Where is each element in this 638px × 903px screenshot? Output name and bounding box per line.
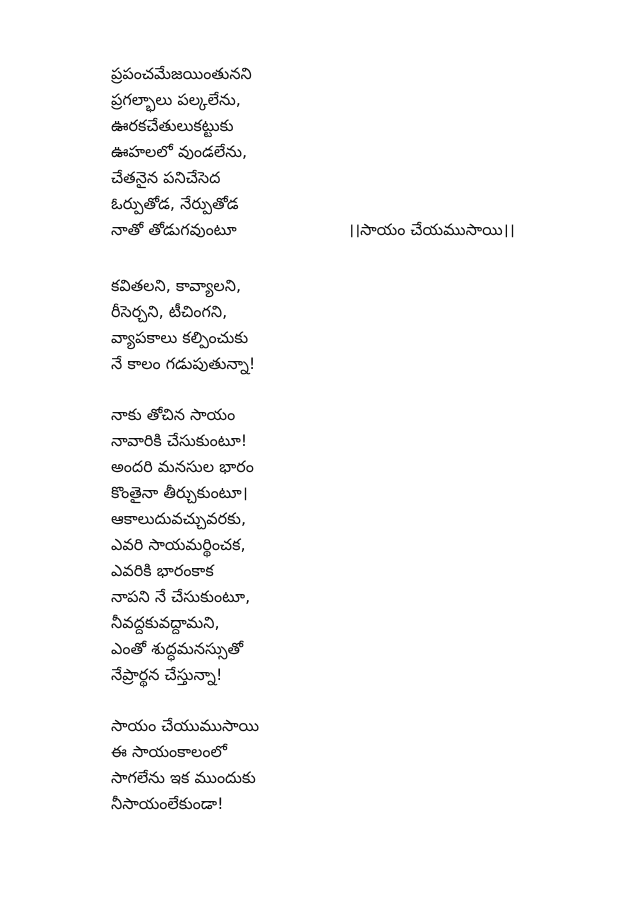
poem-line: ప్రపంచమేజయింతునని xyxy=(111,64,252,83)
poem-title-tag: ।।సాయం చేయముసాయి।। xyxy=(348,220,515,239)
poem-line: వ్యాపకాలు కల్పించుకు xyxy=(111,328,249,347)
poem-line: ఎంతో శుద్ధమనస్సుతో xyxy=(111,639,244,658)
poem-line: నాకు తోచిన సాయం xyxy=(111,405,236,424)
stanza-3 xyxy=(111,402,254,688)
poem-line: ఎవరికి భారంకాక xyxy=(111,561,214,580)
poem-line: ఆకాలుదువచ్చువరకు, xyxy=(111,509,247,528)
poem-line: సాయం చేయుముసాయి xyxy=(111,716,260,735)
poem-line: కొంతైనా తీర్చుకుంటూ। xyxy=(111,483,248,502)
poem-line: చేతనైన పనిచేసెద xyxy=(111,168,221,187)
poem-line: ప్రగల్భాలు పల్కలేను, xyxy=(111,90,241,109)
poem-line: ఓర్పుతోడ, నేర్పుతోడ xyxy=(111,194,239,213)
poem-line: నే కాలం గడుపుతున్నా! xyxy=(111,354,256,373)
stanza-4 xyxy=(111,713,259,817)
poem-line: ఈ సాయంకాలంలో xyxy=(111,742,227,761)
poem-line: అందరి మనసుల భారం xyxy=(111,457,254,476)
poem-line: రీసెర్చని, టీచింగని, xyxy=(111,302,228,321)
poem-line: ఊహలలో వుండలేను, xyxy=(111,142,248,161)
poem-line: నీవద్దకువద్దామని, xyxy=(111,613,220,632)
poem-line: నేప్రార్థన చేస్తున్నా! xyxy=(111,665,223,684)
poem-line: నావారికి చేసుకుంటూ! xyxy=(111,431,248,450)
poem-line: ఎవరి సాయమర్థించక, xyxy=(111,535,246,554)
poem-line: నీసాయంలేకుండా! xyxy=(111,794,224,813)
stanza-1 xyxy=(111,61,252,243)
stanza-2 xyxy=(111,273,255,377)
poem-line: సాగలేను ఇక ముందుకు xyxy=(111,768,256,787)
poem-line: కవితలని, కావ్యాలని, xyxy=(111,276,242,295)
poem-line: నాపని నే చేసుకుంటూ, xyxy=(111,587,251,606)
poem-line: ఊరకచేతులుకట్టుకు xyxy=(111,116,234,135)
poem-line: నాతో తోడుగవుంటూ xyxy=(111,220,237,239)
